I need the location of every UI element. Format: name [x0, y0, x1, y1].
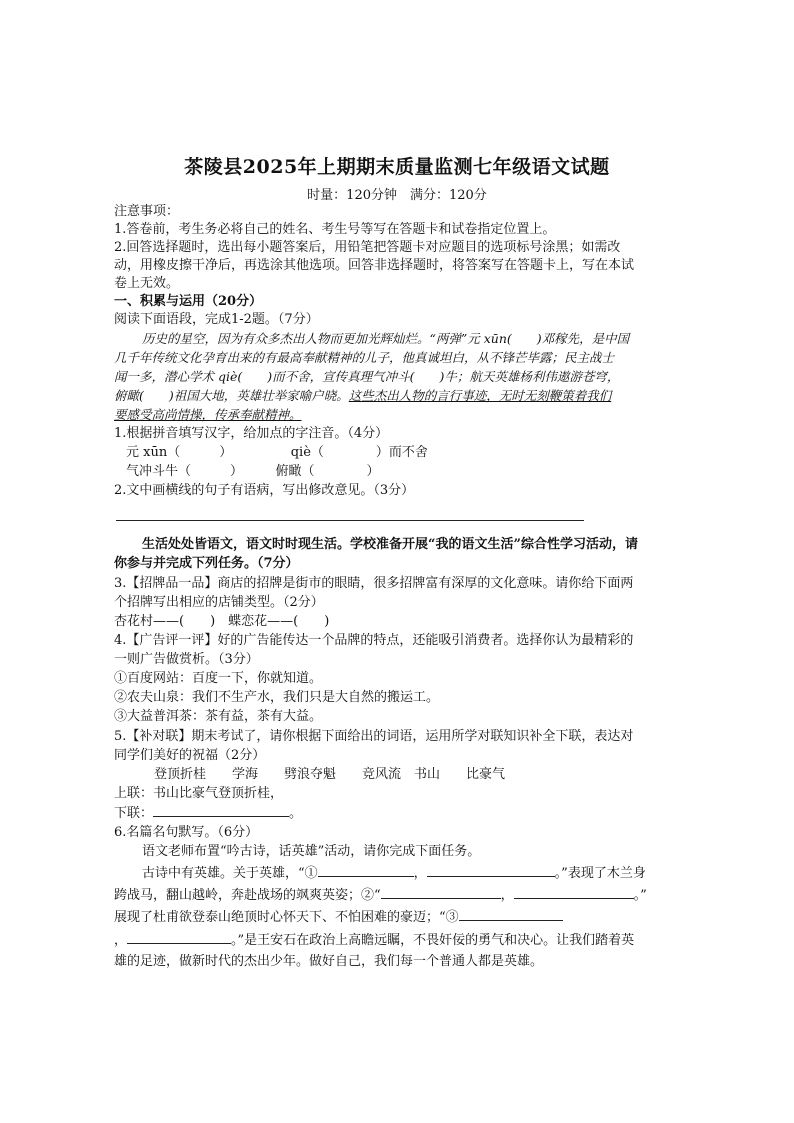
underlined-sentence: 要感受高尚情操，传承奉献精神。 — [114, 407, 302, 422]
notes-item-2-line-1: 2.回答选择题时，选出每小题答案后，用铅笔把答题卡对应题目的选项标号涂黑；如需改 — [114, 240, 621, 255]
question-1-row-2: 气冲斗牛（ ） 俯瞰（ ） — [126, 464, 380, 479]
question-6-text — [142, 864, 712, 883]
punctuation: ， — [114, 933, 128, 948]
couplet-blank[interactable] — [153, 804, 289, 817]
question-5: 同学们美好的祝福（2分） — [114, 748, 266, 763]
exam-subtitle: 时量：120分钟 满分：120分 — [307, 188, 487, 203]
exam-title: 茶陵县2025年上期期末质量监测七年级语文试题 — [184, 156, 610, 178]
couplet-upper: 上联：书山比豪气登顶折桂， — [114, 786, 284, 801]
text: 。” — [633, 888, 647, 903]
passage-line: 几千年传统文化孕育出来的有最高奉献精神的儿子，他真诚坦白，从不锋芒毕露；民主战士 — [114, 350, 615, 365]
question-4: 4.【广告评一评】好的广告能传达一个品牌的特点，还能吸引消费者。选择你认为最精彩的 — [114, 633, 634, 648]
couplet-word-bank: 登顶折桂 学海 劈浪夺魁 竞风流 书山 比豪气 — [154, 767, 506, 782]
poem-blank[interactable] — [127, 931, 231, 944]
notes-item-1: 1.答卷前，考生务必将自己的姓名、考生号等写在答题卡和试卷指定位置上。 — [114, 222, 556, 237]
passage-line: 闻一多，潜心学术 qiè( )而不舍，宣传真理气冲斗( )牛；航天英雄杨利伟遨游苍穹， — [114, 369, 620, 384]
text: 展现了杜甫欲登泰山绝顶时心怀天下、不怕困难的豪迈；“③ — [114, 910, 459, 925]
question-4: 一则广告做赏析。（3分） — [114, 652, 259, 667]
question-6-text — [114, 931, 684, 950]
ad-option-2: ②农夫山泉：我们不生产水，我们只是大自然的搬运工。 — [114, 690, 440, 705]
activity-intro: 生活处处皆语文，语文时时现生活。学校准备开展“我的语文生活”综合性学习活动，请 — [142, 537, 638, 552]
question-6-text — [114, 908, 684, 927]
passage-line: 历史的星空，因为有众多杰出人物而更加光辉灿烂。“两弹”元 xūn( )邓稼先，是中国 — [142, 331, 630, 346]
punctuation: ， — [413, 866, 427, 881]
notes-item-2-line-2: 动，用橡皮擦干净后，再选涂其他选项。回答非选择题时，将答案写在答题卡上，写在本试 — [114, 258, 635, 273]
ad-option-3: ③大益普洱茶：茶有益，茶有大益。 — [114, 709, 323, 724]
poem-blank[interactable] — [381, 886, 501, 899]
question-5: 5.【补对联】期末考试了，请你根据下面给出的词语，运用所学对联知识补全下联，表达对 — [114, 729, 634, 744]
poem-blank[interactable] — [459, 908, 563, 921]
punctuation: 。 — [289, 806, 303, 821]
question-6-text — [114, 886, 684, 905]
section-1-heading: 一、积累与运用（20分） — [114, 294, 263, 309]
underlined-sentence: 这些杰出人物的言行事迹，无时无刻鞭策着我们 — [348, 388, 612, 403]
poem-blank[interactable] — [427, 864, 555, 877]
question-3: 个招牌写出相应的店铺类型。（2分） — [114, 595, 324, 610]
activity-intro: 你参与并完成下列任务。（7分） — [114, 556, 299, 571]
section-1-intro: 阅读下面语段，完成1-2题。（7分） — [114, 312, 319, 327]
question-2: 2.文中画横线的句子有语病，写出修改意见。（3分） — [114, 483, 415, 498]
notes-heading: 注意事项： — [114, 204, 180, 219]
couplet-lower — [114, 804, 684, 823]
question-6: 6.名篇名句默写。（6分） — [114, 825, 259, 840]
text: 跨战马，翻山越岭，奔赴战场的飒爽英姿；②“ — [114, 888, 381, 903]
text: 。”是王安石在政治上高瞻远瞩，不畏奸佞的勇气和决心。让我们踏着英 — [231, 933, 635, 948]
poem-blank[interactable] — [318, 864, 414, 877]
passage-text: 俯瞰( )祖国大地，英雄壮举家喻户晓。 — [114, 388, 349, 403]
couplet-lower-label: 下联： — [114, 806, 154, 821]
notes-item-2-line-3: 卷上无效。 — [114, 276, 180, 291]
passage-line — [114, 387, 684, 405]
question-3-answers: 杏花村——( ) 蝶恋花——( ) — [114, 614, 330, 629]
text: 。”表现了木兰身 — [554, 866, 646, 881]
question-6-text: 雄的足迹，做新时代的杰出少年。做好自己，我们每一个普通人都是英雄。 — [114, 954, 544, 969]
answer-line[interactable] — [116, 520, 584, 521]
question-1-row-1: 元 xūn（ ） qiè（ ）而不舍 — [126, 445, 428, 460]
ad-option-1: ①百度网站：百度一下，你就知道。 — [114, 671, 323, 686]
question-6-text: 语文老师布置“吟古诗，话英雄”活动，请你完成下面任务。 — [142, 844, 481, 859]
question-1: 1.根据拼音填写汉字，给加点的字注音。（4分） — [114, 426, 389, 441]
punctuation: ， — [500, 888, 514, 903]
poem-blank[interactable] — [514, 886, 634, 899]
question-3: 3.【招牌品一品】商店的招牌是街市的眼睛，很多招牌富有深厚的文化意味。请你给下面两 — [114, 576, 634, 591]
text: 古诗中有英雄。关于英雄，“① — [142, 866, 318, 881]
